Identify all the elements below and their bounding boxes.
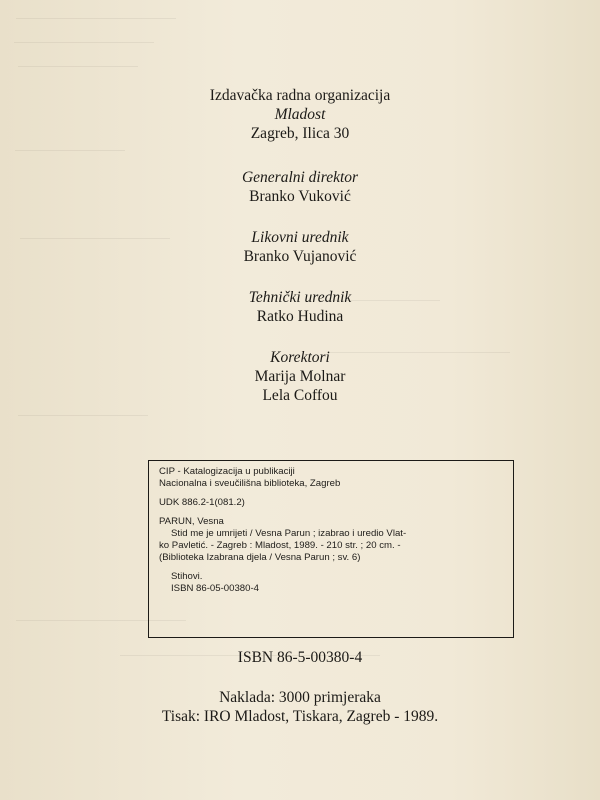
publisher-imprint: Mladost <box>274 106 326 123</box>
cip-isbn: ISBN 86-05-00380-4 <box>171 583 259 594</box>
isbn-line: ISBN 86-5-00380-4 <box>237 649 363 666</box>
credit-role: Likovni urednik <box>251 229 349 246</box>
cip-author: PARUN, Vesna <box>159 516 224 527</box>
credit-technical-editor <box>0 288 600 326</box>
credit-name: Lela Coffou <box>262 387 338 404</box>
credit-role: Generalni direktor <box>241 169 359 186</box>
credit-name: Branko Vuković <box>249 188 351 205</box>
credit-general-director <box>0 168 600 206</box>
cip-udk: UDK 886.2-1(081.2) <box>159 497 245 508</box>
cip-catalog-record <box>148 460 514 638</box>
credit-role: Tehnički urednik <box>248 289 352 306</box>
cip-description: Stid me je umrijeti / Vesna Parun ; izabrao i uredio Vlat- <box>171 528 407 539</box>
credit-name: Ratko Hudina <box>256 308 344 325</box>
credit-art-editor <box>0 228 600 266</box>
cip-header: CIP - Katalogizacija u publikaciji <box>159 466 295 477</box>
credit-proofreaders <box>0 348 600 405</box>
cip-subject: Stihovi. <box>171 571 203 582</box>
credit-role: Korektori <box>270 349 330 366</box>
cip-description: ko Pavletić. - Zagreb : Mladost, 1989. - 210 str. ; 20 cm. - <box>159 540 401 551</box>
publisher-block <box>0 86 600 143</box>
credit-name: Branko Vujanović <box>243 248 357 265</box>
printer: Tisak: IRO Mladost, Tiskara, Zagreb - 1989. <box>161 708 439 725</box>
publisher-name: Izdavačka radna organizacija <box>209 87 391 104</box>
publisher-address: Zagreb, Ilica 30 <box>250 125 350 142</box>
print-run: Naklada: 3000 primjeraka <box>219 689 381 706</box>
cip-library: Nacionalna i sveučilišna biblioteka, Zagreb <box>159 478 341 489</box>
print-info <box>0 688 600 726</box>
credit-name: Marija Molnar <box>254 368 346 385</box>
cip-description: (Biblioteka Izabrana djela / Vesna Parun ; sv. 6) <box>159 552 361 563</box>
